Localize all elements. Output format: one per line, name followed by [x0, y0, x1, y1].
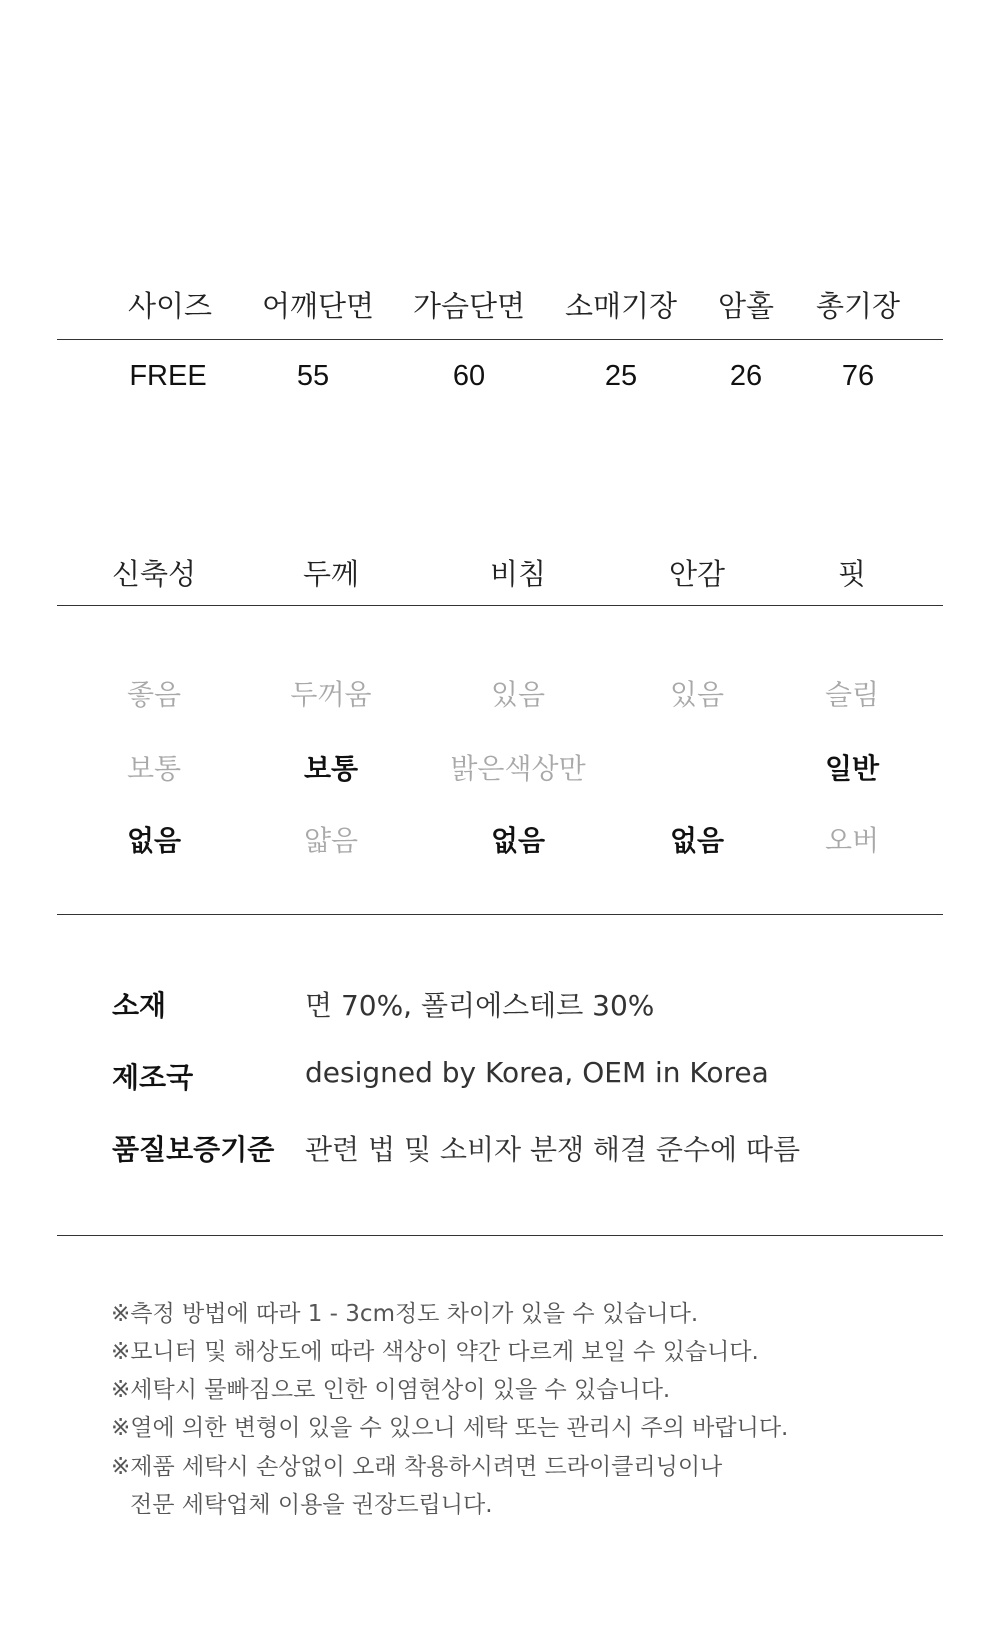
prop-option: 보통 — [126, 752, 182, 785]
info-value-origin: designed by Korea, OEM in Korea — [305, 1056, 769, 1089]
prop-option: 있음 — [490, 678, 546, 711]
note-line: ※측정 방법에 따라 1 - 3cm정도 차이가 있을 수 있습니다. — [111, 1301, 699, 1327]
note-line: ※열에 의한 변형이 있을 수 있으니 세탁 또는 관리시 주의 바랍니다. — [111, 1415, 789, 1441]
info-label-material: 소재 — [112, 989, 167, 1022]
size-header-chest: 가슴단면 — [412, 289, 526, 323]
prop-option: 슬림 — [824, 678, 880, 711]
properties-bottom-divider — [57, 914, 943, 915]
size-header-armhole: 암홀 — [717, 289, 775, 323]
note-line: 전문 세탁업체 이용을 권장드립니다. — [130, 1492, 493, 1518]
prop-option: 없음 — [669, 824, 725, 857]
note-line: ※세탁시 물빠짐으로 인한 이염현상이 있을 수 있습니다. — [111, 1377, 671, 1403]
prop-option: 오버 — [824, 824, 880, 857]
prop-header-sheerness: 비침 — [489, 557, 547, 591]
info-bottom-divider — [57, 1235, 943, 1236]
prop-option: 두꺼움 — [290, 678, 372, 711]
prop-option: 보통 — [303, 752, 359, 785]
size-value-armhole: 26 — [729, 360, 763, 392]
size-value-sleeve: 25 — [604, 360, 638, 392]
size-header-length: 총기장 — [815, 289, 901, 323]
size-header-size: 사이즈 — [127, 289, 213, 323]
prop-header-stretch: 신축성 — [111, 557, 197, 591]
size-value-length: 76 — [841, 360, 875, 392]
prop-header-divider — [57, 605, 943, 606]
prop-header-fit: 핏 — [837, 557, 867, 591]
size-value-chest: 60 — [452, 360, 486, 392]
prop-option: 좋음 — [126, 678, 182, 711]
info-label-origin: 제조국 — [112, 1061, 194, 1094]
info-value-material: 면 70%, 폴리에스테르 30% — [305, 989, 655, 1022]
size-value-size: FREE — [129, 360, 207, 392]
info-value-warranty: 관련 법 및 소비자 분쟁 해결 준수에 따름 — [305, 1133, 801, 1166]
info-label-warranty: 품질보증기준 — [112, 1133, 275, 1166]
prop-option: 없음 — [490, 824, 546, 857]
size-header-shoulder: 어깨단면 — [261, 289, 375, 323]
prop-option: 없음 — [126, 824, 182, 857]
prop-header-thickness: 두께 — [302, 557, 360, 591]
note-line: ※제품 세탁시 손상없이 오래 착용하시려면 드라이클리닝이나 — [111, 1454, 723, 1480]
size-table-divider — [57, 339, 943, 340]
prop-header-lining: 안감 — [668, 557, 726, 591]
prop-option: 일반 — [824, 752, 880, 785]
prop-option: 얇음 — [303, 824, 359, 857]
note-line: ※모니터 및 해상도에 따라 색상이 약간 다르게 보일 수 있습니다. — [111, 1339, 759, 1365]
size-header-sleeve: 소매기장 — [564, 289, 678, 323]
prop-option: 밝은색상만 — [450, 752, 586, 785]
prop-option: 있음 — [669, 678, 725, 711]
size-value-shoulder: 55 — [296, 360, 330, 392]
